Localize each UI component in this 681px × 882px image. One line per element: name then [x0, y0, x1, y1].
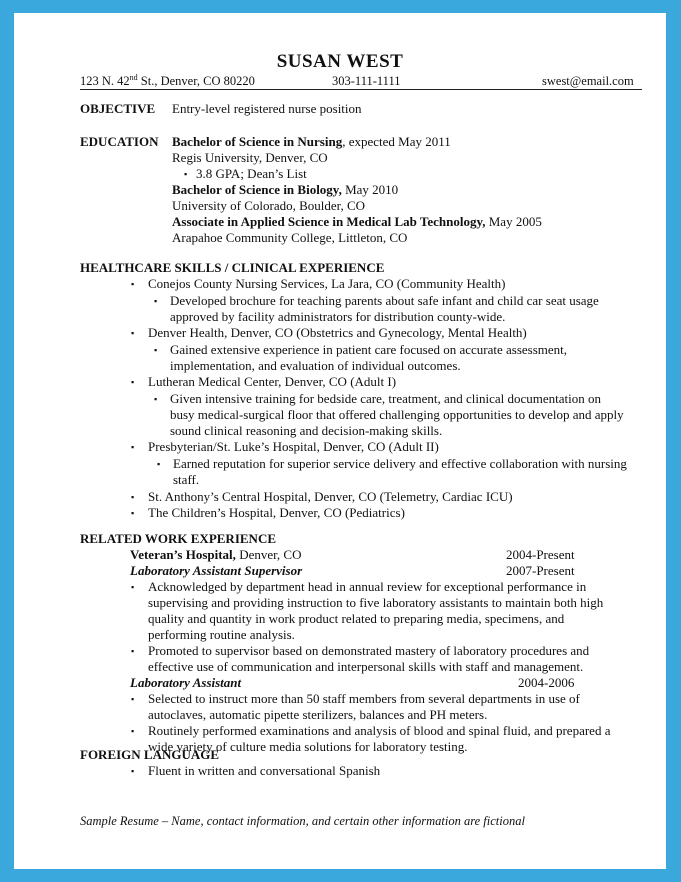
list-item: busy medical-surgical floor that offered challenging opportunities to develop and apply	[170, 407, 624, 422]
list-item: Routinely performed examinations and analysis of blood and spinal fluid, and prepared a	[148, 723, 611, 738]
list-item: quality and quantity in work product related to preparing media, specimens, and	[148, 611, 565, 626]
list-item: sound clinical reasoning and decision-making skills.	[170, 423, 443, 438]
degree-biology: Bachelor of Science in Biology, May 2010	[172, 182, 399, 197]
list-item: supervising and providing instruction to five laboratory assistants to maintain both high	[148, 595, 604, 610]
bullet: ▪	[131, 694, 135, 704]
education-heading: EDUCATION	[80, 134, 159, 149]
school-regis: Regis University, Denver, CO	[172, 150, 328, 165]
objective-heading: OBJECTIVE	[80, 101, 156, 116]
bullet: ▪	[131, 328, 135, 338]
list-item: Developed brochure for teaching parents about safe infant and child car seat usage	[170, 293, 599, 308]
bullet: ▪	[131, 492, 135, 502]
bullet: ▪	[131, 726, 135, 736]
list-item: implementation, and evaluation of individual outcomes.	[170, 358, 461, 373]
bullet: ▪	[154, 345, 158, 355]
list-item: Conejos County Nursing Services, La Jara, CO (Community Health)	[148, 276, 506, 291]
employer: Veteran’s Hospital, Denver, CO	[130, 547, 302, 562]
phone: 303-111-1111	[332, 74, 401, 88]
header-divider	[80, 89, 642, 90]
bullet: ▪	[131, 766, 135, 776]
bullet: ▪	[131, 646, 135, 656]
list-item: St. Anthony’s Central Hospital, Denver, CO (Telemetry, Cardiac ICU)	[148, 489, 513, 504]
language-heading: FOREIGN LANGUAGE	[80, 747, 220, 762]
bullet: ▪	[154, 296, 158, 306]
list-item: Denver Health, Denver, CO (Obstetrics and Gynecology, Mental Health)	[148, 325, 527, 340]
list-item: Presbyterian/St. Luke’s Hospital, Denver, CO (Adult II)	[148, 439, 439, 454]
job-title-assistant: Laboratory Assistant	[130, 675, 242, 690]
list-item: effective use of communication and interpersonal skills with staff and management.	[148, 659, 584, 674]
degree-nursing: Bachelor of Science in Nursing, expected May 2011	[172, 134, 451, 149]
bullet: ▪	[184, 169, 188, 179]
list-item: Lutheran Medical Center, Denver, CO (Adult I)	[148, 374, 397, 389]
list-item: autoclaves, automatic pipette sterilizers, balances and PH meters.	[148, 707, 488, 722]
gpa-item: 3.8 GPA; Dean’s List	[196, 166, 307, 181]
skills-heading: HEALTHCARE SKILLS / CLINICAL EXPERIENCE	[80, 260, 385, 275]
list-item: Given intensive training for bedside care, treatment, and clinical documentation on	[170, 391, 602, 406]
bullet: ▪	[131, 279, 135, 289]
list-item: Acknowledged by department head in annual review for exceptional performance in	[148, 579, 587, 594]
job-title-supervisor: Laboratory Assistant Supervisor	[130, 563, 303, 578]
list-item: Gained extensive experience in patient care focused on accurate assessment,	[170, 342, 568, 357]
supervisor-dates: 2007-Present	[506, 563, 575, 578]
resume-page	[14, 13, 666, 869]
school-arapahoe: Arapahoe Community College, Littleton, CO	[172, 230, 408, 245]
list-item: performing routine analysis.	[148, 627, 295, 642]
assistant-dates: 2004-2006	[518, 675, 575, 690]
candidate-name: SUSAN WEST	[276, 51, 404, 72]
bullet: ▪	[131, 442, 135, 452]
list-item: wide variety of culture media solutions for laboratory testing.	[148, 739, 468, 754]
degree-lab-tech: Associate in Applied Science in Medical Lab Technology, May 2005	[172, 214, 542, 229]
list-item: Selected to instruct more than 50 staff members from several departments in use of	[148, 691, 580, 706]
employer-dates: 2004-Present	[506, 547, 575, 562]
address: 123 N. 42nd St., Denver, CO 80220	[80, 73, 255, 88]
objective-text: Entry-level registered nurse position	[172, 101, 362, 116]
list-item: staff.	[173, 472, 200, 487]
list-item: Promoted to supervisor based on demonstrated mastery of laboratory procedures and	[148, 643, 590, 658]
email: swest@email.com	[542, 74, 634, 88]
list-item: The Children’s Hospital, Denver, CO (Pediatrics)	[148, 505, 405, 520]
work-heading: RELATED WORK EXPERIENCE	[80, 531, 276, 546]
bullet: ▪	[131, 582, 135, 592]
bullet: ▪	[131, 377, 135, 387]
list-item: approved by facility administrators for distribution county-wide.	[170, 309, 506, 324]
bullet: ▪	[157, 459, 161, 469]
bullet: ▪	[131, 508, 135, 518]
footer-note: Sample Resume – Name, contact information, and certain other information are fictional	[80, 814, 525, 828]
list-item: Earned reputation for superior service delivery and effective collaboration with nursing	[173, 456, 627, 471]
school-colorado: University of Colorado, Boulder, CO	[172, 198, 366, 213]
bullet: ▪	[154, 394, 158, 404]
language-text: Fluent in written and conversational Spanish	[148, 763, 381, 778]
